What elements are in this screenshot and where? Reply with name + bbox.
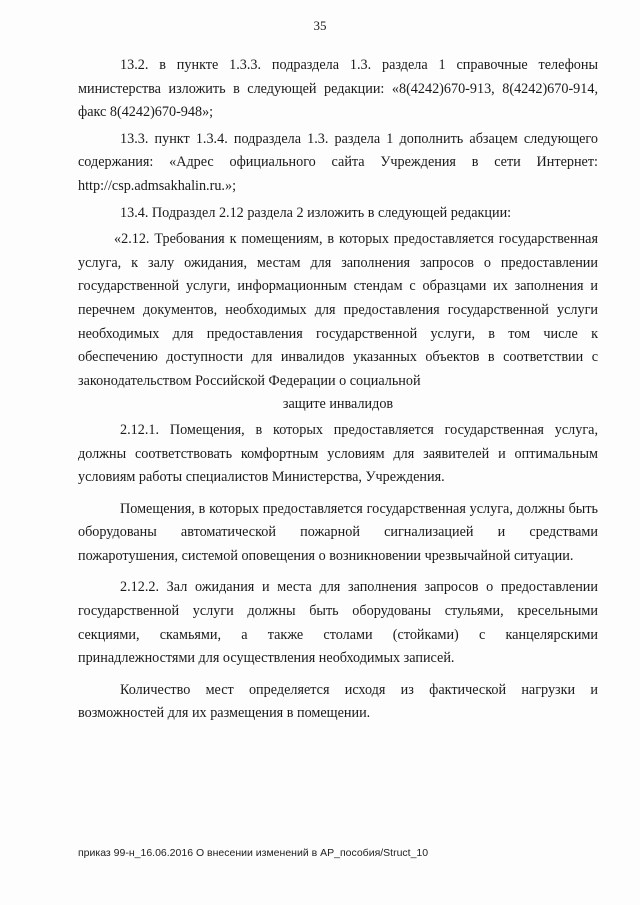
- paragraph-2-12-heading: «2.12. Требования к помещениям, в которых предоставляется государственная услуга, к залу ожидания, местам для заполнения запросов о предоставлении государственной услуги, информационным стендам с образцами их заполнения и перечнем документов, необходимых для предоставления государственной услуги необходимых для предоставления государственной услуги, в том числе к обеспечению доступности для инвалидов указанных объектов в соответствии с законодательством Российской Федерации о социальной: [78, 231, 598, 389]
- page-number: 35: [313, 18, 327, 33]
- paragraph-13-3: 13.3. пункт 1.3.4. подраздела 1.3. раздела 1 дополнить абзацем следующего содержания: «Адрес официального сайта Учреждения в сети Интернет: http://csp.admsakhalin.ru.»;: [78, 130, 598, 194]
- document-body: [78, 54, 598, 729]
- paragraph-2-12-2: 2.12.2. Зал ожидания и места для заполнения запросов о предоставлении государственной услуги должны быть оборудованы стульями, кресельными секциями, скамьями, а также столами (стойками) с канцелярскими принадлежностями для осуществления необходимых записей.: [78, 579, 598, 667]
- paragraph-13-4: 13.4. Подраздел 2.12 раздела 2 изложить в следующей редакции:: [120, 204, 512, 221]
- footer-document-reference: приказ 99-н_16.06.2016 О внесении изменений в АР_пособия/Struct_10: [78, 847, 429, 859]
- paragraph-premises-equipment: Помещения, в которых предоставляется государственная услуга, должны быть оборудованы автоматической пожарной сигнализацией и средствами пожаротушения, системой оповещения о возникновении чрезвычайной ситуации.: [78, 500, 598, 564]
- paragraph-2-12-1: 2.12.1. Помещения, в которых предоставляется государственная услуга, должны соответствовать комфортным условиям для заявителей и оптимальным условиям работы специалистов Министерства, Учреждения.: [78, 421, 598, 486]
- paragraph-number-of-places: Количество мест определяется исходя из фактической нагрузки и возможностей для их размещения в помещении.: [78, 681, 598, 722]
- paragraph-13-2: 13.2. в пункте 1.3.3. подраздела 1.3. раздела 1 справочные телефоны министерства изложить в следующей редакции: «8(4242)670-913, 8(4242)670-914, факс 8(4242)670-948»;: [78, 57, 598, 121]
- paragraph-2-12-heading-end: защите инвалидов: [282, 396, 394, 413]
